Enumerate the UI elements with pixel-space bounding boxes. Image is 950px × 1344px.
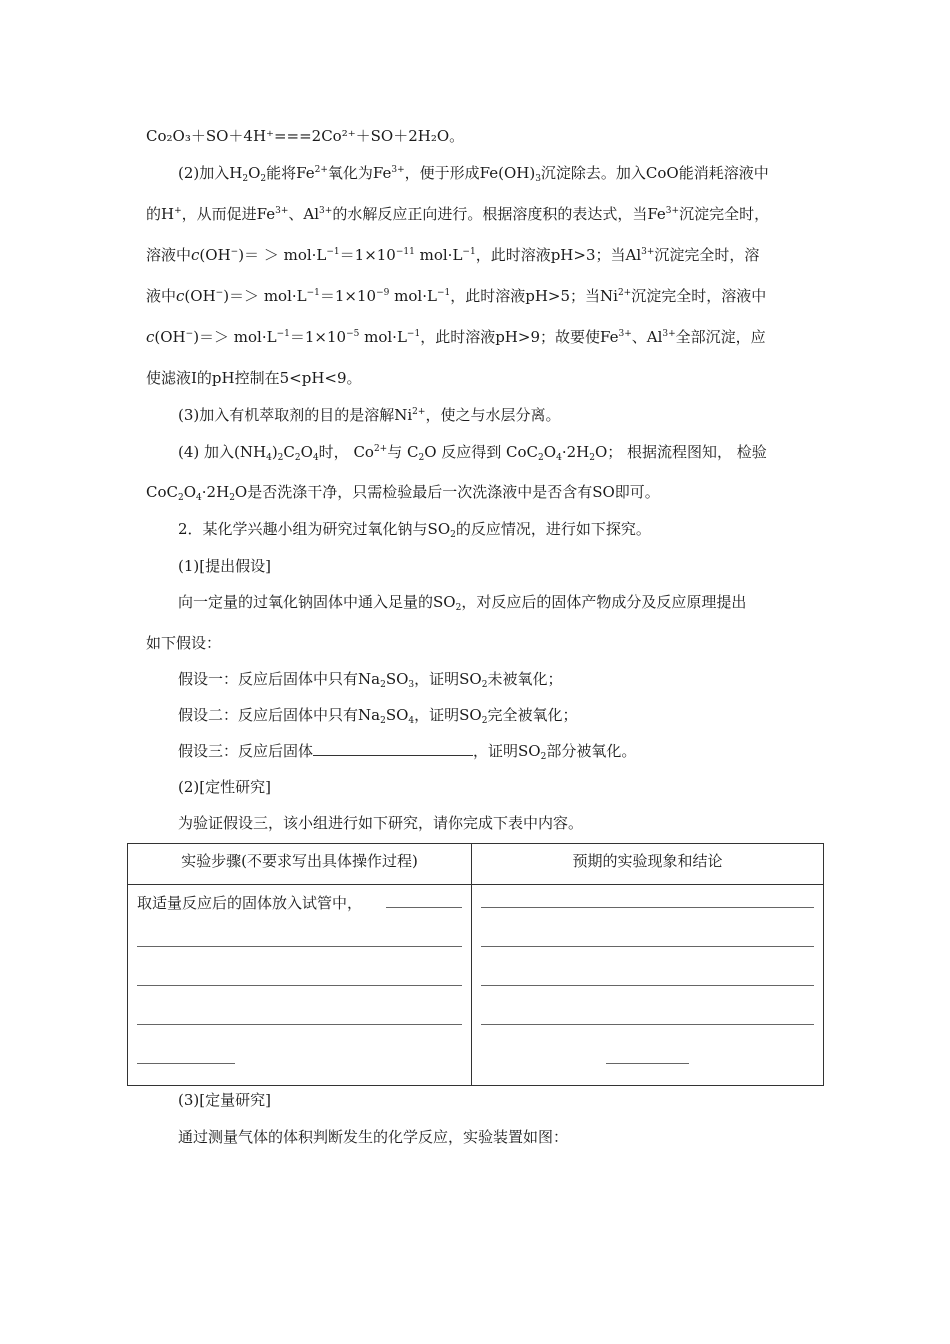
section-qualitative-heading: (2)[定性研究] <box>178 778 271 796</box>
equation-line: Co₂O₃＋SO＋4H⁺===2Co²⁺＋SO＋2H₂O。 <box>146 127 465 145</box>
qualitative-intro: 为验证假设三，该小组进行如下研究，请你完成下表中内容。 <box>178 814 584 832</box>
section-quantitative-heading: (3)[定量研究] <box>178 1091 271 1109</box>
results-answer-line-3[interactable] <box>481 985 814 986</box>
paragraph-4-line2: $CoC_2O_4\cdot 2H_2O$是否洗涤干净，只需检验最后一次洗涤液中是否含有SO即可。 <box>146 483 660 503</box>
table-header-results: 预期的实验现象和结论 <box>472 844 824 885</box>
results-answer-line-5[interactable] <box>606 1063 689 1064</box>
paragraph-3: (3)加入有机萃取剂的目的是溶解$Ni^{2+}$，使之与水层分离。 <box>178 406 561 424</box>
hypothesis-three-blank[interactable] <box>313 741 473 756</box>
results-answer-cell[interactable] <box>472 885 824 1086</box>
steps-prefix-text: 取适量反应后的固体放入试管中， <box>137 894 363 912</box>
results-answer-line-2[interactable] <box>481 946 814 947</box>
hypothesis-three: 假设三：反应后固体 ，证明$SO_2$部分被氧化。 <box>178 742 637 762</box>
steps-answer-line-1[interactable] <box>386 907 462 908</box>
paragraph-2-line6: 使滤液Ⅰ的pH控制在5<pH<9。 <box>146 369 362 387</box>
results-answer-line-4[interactable] <box>481 1024 814 1025</box>
paragraph-2-line3: 溶液中$c(OH^-)= > mol\cdot L^{-1}=1\times 10^{-11}$ $mol\cdot L^{-1}$，此时溶液pH>3；当$Al^{3+}$沉淀完全时，溶 <box>146 246 760 264</box>
paragraph-4-line1: (4) 加入$(NH_4)_2C_2O_4$时， $Co^{2+}$与 $C_2O$ 反应得到 $CoC_2O_4\cdot 2H_2O$； 根据流程图知， 检验 <box>178 443 767 463</box>
steps-answer-line-5[interactable] <box>137 1063 235 1064</box>
paragraph-2-line1: (2)加入$H_2O_2$能将$Fe^{2+}$氧化为$Fe^{3+}$，便于形成$Fe(OH)_3$沉淀除去。加入CoO能消耗溶液中 <box>178 164 769 184</box>
question-2-intro: 2．某化学兴趣小组为研究过氧化钠与$SO_2$的反应情况，进行如下探究。 <box>178 520 651 540</box>
steps-answer-line-4[interactable] <box>137 1024 462 1025</box>
hypothesis-intro-line2: 如下假设： <box>146 634 222 652</box>
paragraph-2-line2: 的H+，从而促进$Fe^{3+}$、$Al^{3+}$的水解反应正向进行。根据溶度积的表达式，当$Fe^{3+}$沉淀完全时， <box>146 205 770 223</box>
steps-answer-line-2[interactable] <box>137 946 462 947</box>
table-header-steps: 实验步骤(不要求写出具体操作过程) <box>128 844 472 885</box>
results-answer-line-1[interactable] <box>481 907 814 908</box>
experiment-table <box>127 843 824 1086</box>
quantitative-intro: 通过测量气体的体积判断发生的化学反应，实验装置如图： <box>178 1128 569 1146</box>
section-hypothesis-heading: (1)[提出假设] <box>178 557 271 575</box>
paragraph-2-line4: 液中$c(OH^-)=> mol\cdot L^{-1}=1\times 10^{-9}$ $mol\cdot L^{-1}$，此时溶液pH>5；当$Ni^{2+}$沉淀完全时，溶液中 <box>146 287 767 305</box>
paragraph-2-line5: $c(OH^-)=> mol\cdot L^{-1}=1\times 10^{-5}$ $mol\cdot L^{-1}$，此时溶液pH>9；故要使$Fe^{3+}$、$Al^{3+}$全部沉淀，应 <box>146 328 766 346</box>
steps-answer-cell[interactable] <box>128 885 472 1086</box>
hypothesis-intro-line1: 向一定量的过氧化钠固体中通入足量的$SO_2$，对反应后的固体产物成分及反应原理提出 <box>178 593 747 613</box>
hypothesis-one: 假设一：反应后固体中只有$Na_2SO_3$，证明$SO_2$未被氧化； <box>178 670 563 690</box>
hypothesis-two: 假设二：反应后固体中只有$Na_2SO_4$，证明$SO_2$完全被氧化； <box>178 706 578 726</box>
steps-answer-line-3[interactable] <box>137 985 462 986</box>
